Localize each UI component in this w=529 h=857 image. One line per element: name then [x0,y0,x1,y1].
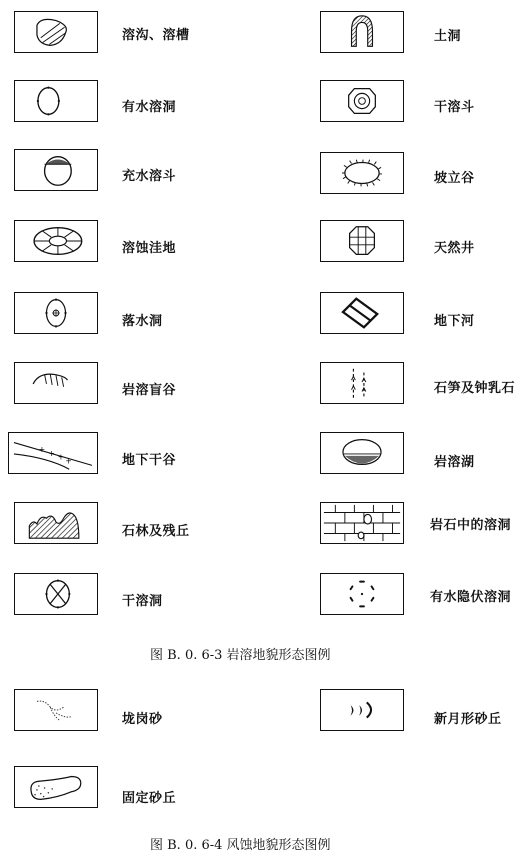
legend-label: 新月形砂丘 [434,712,502,727]
solution-depression-icon [14,220,98,262]
dry-doline-icon [320,80,404,122]
svg-text:+: + [65,456,72,466]
legend-label: 天然井 [434,241,475,256]
figure-caption: 图 B. 0. 6-3 岩溶地貌形态图例 [150,648,331,663]
legend-label: 土洞 [434,29,462,44]
svg-text:+: + [57,452,65,462]
figure-caption: 图 B. 0. 6-4 风蚀地貌形态图例 [150,838,331,853]
rock-cave-icon [320,502,404,544]
legend-label: 坡立谷 [434,171,475,186]
legend-label: 落水洞 [122,314,163,329]
legend-label: 地下干谷 [122,453,177,468]
legend-label: 有水隐伏溶洞 [430,590,512,605]
ridge-sand-icon [14,689,98,731]
fixed-dune-icon [14,766,98,808]
water-cave-icon [14,80,98,122]
legend-label: 岩溶湖 [434,455,475,470]
dry-cave-icon [14,573,98,615]
legend-label: 岩石中的溶洞 [430,518,512,533]
legend-label: 岩溶盲谷 [122,383,177,398]
karst-lake-icon [320,432,404,474]
stalagmite-icon [320,362,404,404]
hidden-water-cave-icon [320,573,404,615]
polje-icon [320,152,404,194]
underground-dry-valley-icon [8,432,98,474]
legend-label: 充水溶斗 [122,169,177,184]
legend-label: 溶蚀洼地 [122,241,177,256]
blind-valley-icon [14,362,98,404]
karst-groove-icon [14,11,98,53]
legend-label: 固定砂丘 [122,791,177,806]
sinkhole-icon [14,292,98,334]
svg-text:+: + [48,448,55,458]
svg-text:+: + [38,445,46,455]
stone-forest-icon [14,502,98,544]
underground-river-icon [320,292,404,334]
legend-label: 有水溶洞 [122,100,177,115]
legend-label: 石笋及钟乳石 [434,381,516,396]
legend-label: 干溶斗 [434,100,475,115]
barchan-dune-icon [320,689,404,731]
legend-label: 溶沟、溶槽 [122,28,190,43]
legend-label: 石林及残丘 [122,524,190,539]
natural-well-icon [320,220,404,262]
filled-doline-icon [14,149,98,191]
legend-label: 地下河 [434,314,475,329]
legend-label: 干溶洞 [122,594,163,609]
legend-label: 垅岗砂 [122,712,163,727]
soil-cave-icon [320,11,404,53]
